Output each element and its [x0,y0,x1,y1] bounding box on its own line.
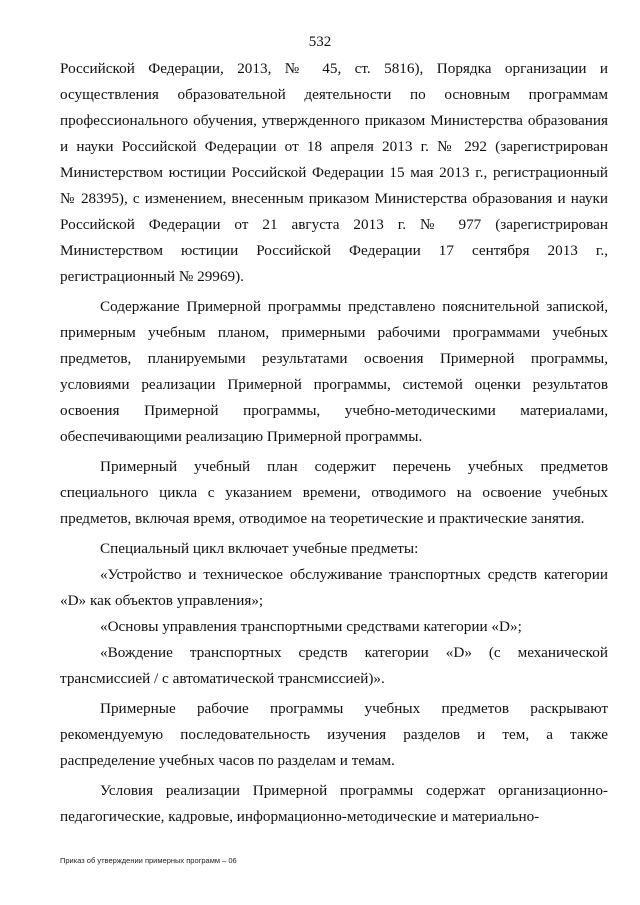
paragraph-implementation-conditions: Условия реализации Примерной программы содержат организационно-педагогические, кадровые, информационно-методические и материально- [60,782,608,825]
paragraph-study-plan: Примерный учебный план содержит перечень учебных предметов специального цикла с указанием времени, отводимого на освоение учебных предметов, включая время, отводимое на теоретические и практические занятия. [60,458,608,527]
paragraph-work-programs: Примерные рабочие программы учебных предметов раскрывают рекомендуемую последовательность изучения разделов и тем, а также распределение учебных часов по разделам и темам. [60,700,608,769]
subject-item-maintenance: «Устройство и техническое обслуживание транспортных средств категории «D» как объектов управления»; [60,566,608,609]
paragraph-legal-basis: Российской Федерации, 2013, № 45, ст. 5816), Порядка организации и осуществления образовательной деятельности по основным программам профессионального обучения, утвержденного приказом Министерства образования и науки Российской Федерации от 18 апреля 2013 г. № 292 (зарегистрирован Министерством юстиции Российской Федерации 15 мая 2013 г., регистрационный № 28395), с изменением, внесенным приказом Министерства образования и науки Российской Федерации от 21 августа 2013 г. № 977 (зарегистрирован Министерством юстиции Российской Федерации 17 сентября 2013 г., регистрационный № 29969). [60,60,608,285]
page-number: 532 [308,34,332,50]
body-text [60,56,608,834]
subject-item-control-basics: «Основы управления транспортными средствами категории «D»; [100,618,522,635]
footer-note: Приказ об утверждении примерных программ – 06 [60,856,237,865]
subject-item-driving: «Вождение транспортных средств категории «D» (с механической трансмиссией / с автоматической трансмиссией)». [60,644,608,687]
paragraph-special-cycle: Специальный цикл включает учебные предметы: [100,540,419,557]
paragraph-program-content: Содержание Примерной программы представлено пояснительной запиской, примерным учебным планом, примерными рабочими программами учебных предметов, планируемыми результатами освоения Примерной программы, условиями реализации Примерной программы, системой оценки результатов освоения Примерной программы, учебно-методическими материалами, обеспечивающими реализацию Примерной программы. [60,298,608,445]
